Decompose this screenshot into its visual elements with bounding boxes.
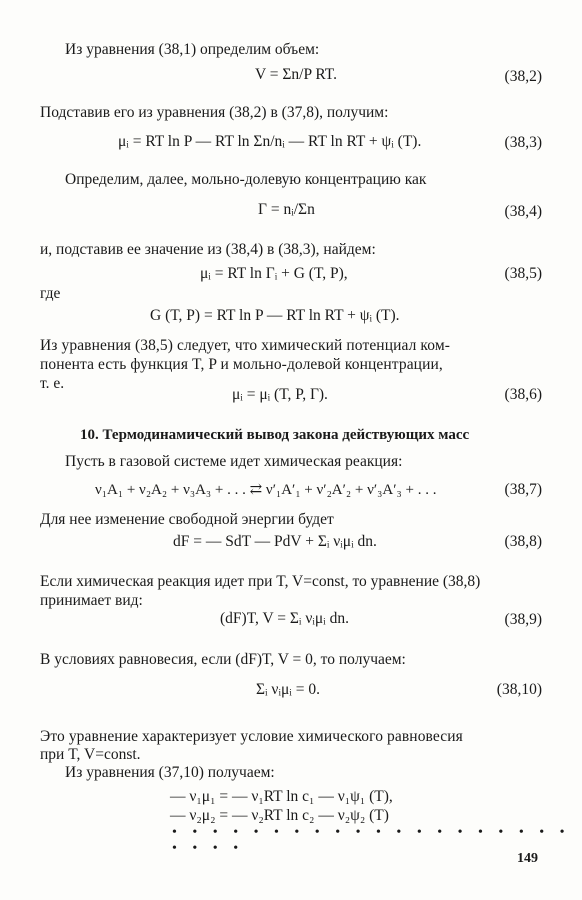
- text-line: В условиях равновесия, если (dF)T, V = 0, то получаем:: [40, 651, 406, 668]
- equation-38-6: μᵢ = μᵢ (T, P, Γ).: [232, 386, 328, 403]
- text-line: при T, V=const.: [40, 746, 141, 763]
- equation-number: (38,2): [504, 68, 542, 85]
- equation-number: (38,5): [504, 265, 542, 282]
- text-line: Определим, далее, мольно-долевую концентрацию как: [65, 171, 427, 188]
- text-line: Для нее изменение свободной энергии будет: [40, 511, 334, 528]
- text-line: понента есть функция T, P и мольно-долевой концентрации,: [40, 356, 443, 373]
- equation-38-8: dF = — SdT — PdV + Σᵢ νᵢμᵢ dn.: [173, 533, 377, 550]
- equation-38-5: μᵢ = RT ln Γᵢ + G (T, P),: [200, 265, 348, 282]
- text-line: и, подставив ее значение из (38,4) в (38,3), найдем:: [40, 241, 376, 258]
- ellipsis-dots: • • • • • • • • • • • • • • • • • • • • • • • •: [172, 825, 571, 856]
- equation-38-2: V = Σn/P RT.: [255, 66, 338, 83]
- equation-number: (38,6): [504, 386, 542, 403]
- text-line: Из уравнения (38,1) определим объем:: [65, 41, 320, 58]
- text-line: Из уравнения (38,5) следует, что химический потенциал ком-: [40, 337, 450, 354]
- equation-number: (38,4): [504, 203, 542, 220]
- equation-38-7: ν₁A₁ + ν₂A₂ + ν₃A₃ + . . . ⇄ ν′₁A′₁ + ν′₂A′₂ + ν′₃A′₃ + . . .: [95, 482, 437, 498]
- equation-38-4: Γ = nᵢ/Σn: [258, 201, 315, 218]
- text-line: Пусть в газовой системе идет химическая реакция:: [65, 453, 403, 470]
- equation-number: (38,8): [504, 533, 542, 550]
- text-line: Подставив его из уравнения (38,2) в (37,8), получим:: [40, 104, 389, 121]
- equation-38-3: μᵢ = RT ln P — RT ln Σn/nᵢ — RT ln RT + ψᵢ (T).: [118, 133, 422, 150]
- text-line: принимает вид:: [40, 592, 143, 609]
- text-line: т. е.: [40, 375, 65, 392]
- equation-38-9: (dF)T, V = Σᵢ νᵢμᵢ dn.: [220, 610, 349, 627]
- page-number: 149: [517, 851, 538, 866]
- equation-chem-potential-1: — ν₁μ₁ = — ν₁RT ln c₁ — ν₁ψ₁ (T),: [170, 788, 393, 805]
- text-line: где: [40, 285, 61, 302]
- equation-38-10: Σᵢ νᵢμᵢ = 0.: [256, 681, 320, 698]
- equation-number: (38,10): [496, 681, 542, 698]
- equation-chem-potential-2: — ν₂μ₂ = — ν₂RT ln c₂ — ν₂ψ₂ (T): [170, 807, 389, 824]
- equation-g-definition: G (T, P) = RT ln P — RT ln RT + ψᵢ (T).: [150, 307, 400, 324]
- text-line: Из уравнения (37,10) получаем:: [65, 764, 275, 781]
- equation-number: (38,7): [504, 481, 542, 498]
- text-line: Это уравнение характеризует условие химического равновесия: [40, 728, 463, 745]
- equation-number: (38,3): [504, 134, 542, 151]
- text-line: Если химическая реакция идет при T, V=const, то уравнение (38,8): [40, 573, 481, 590]
- section-heading: 10. Термодинамический вывод закона действующих масс: [80, 427, 470, 443]
- equation-number: (38,9): [504, 611, 542, 628]
